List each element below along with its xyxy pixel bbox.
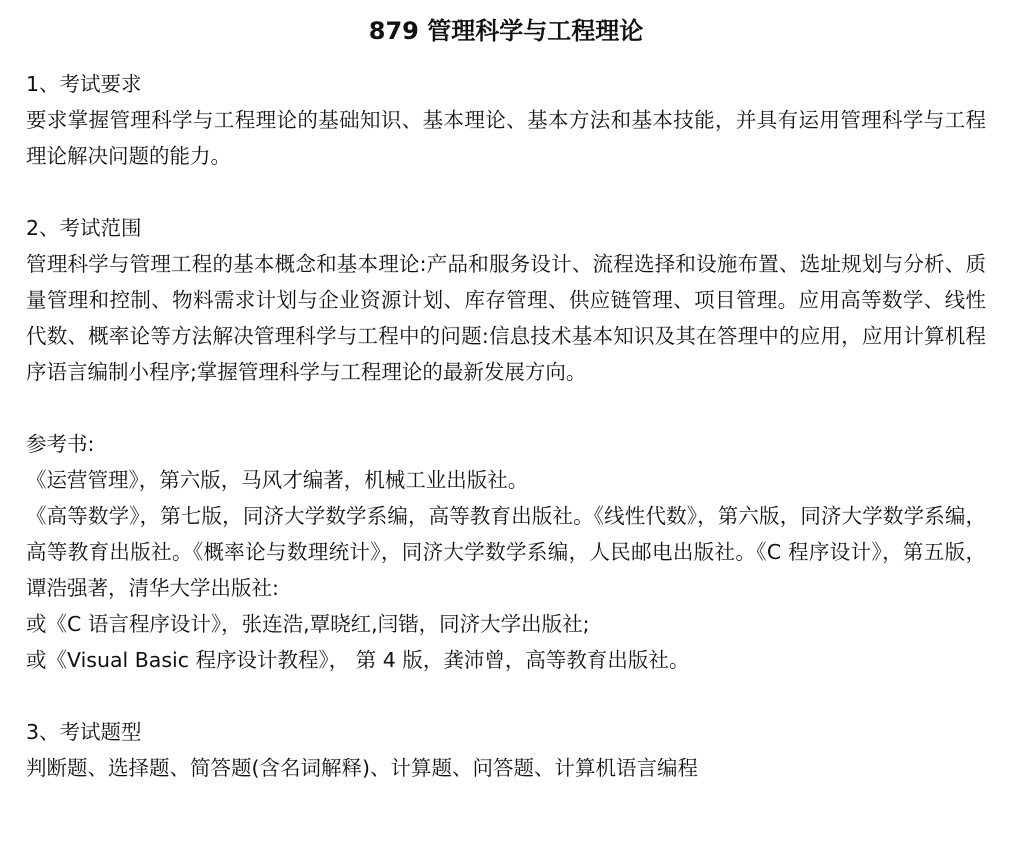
section-exam-requirements [26, 66, 986, 174]
section-heading: 3、考试题型 [26, 720, 142, 744]
section-heading: 2、考试范围 [26, 216, 142, 240]
section-body: 判断题、选择题、简答题(含名词解释)、计算题、问答题、计算机语言编程 [26, 756, 698, 780]
section-body: 管理科学与管理工程的基本概念和基本理论:产品和服务设计、流程选择和设施布置、选址规划与分析、质量管理和控制、物料需求计划与企业资源计划、库存管理、供应链管理、项目管理。应用高等数学、线性代数、概率论等方法解决管理科学与工程中的问题:信息技术基本知识及其在答理中的应用，应用计算机程序语言编制小程序;掌握管理科学与工程理论的最新发展方向。 [26, 252, 986, 384]
reference-item: 或《C 语言程序设计》，张连浩,覃晓红,闫锴，同济大学出版社; [26, 612, 590, 636]
section-exam-scope [26, 210, 986, 390]
section-references [26, 426, 986, 678]
reference-item: 《运营管理》，第六版，马风才编著，机械工业出版社。 [26, 468, 529, 492]
section-body: 要求掌握管理科学与工程理论的基础知识、基本理论、基本方法和基本技能，并具有运用管理科学与工程理论解决问题的能力。 [26, 108, 986, 168]
reference-item: 或《Visual Basic 程序设计教程》， 第 4 版，龚沛曾，高等教育出版社。 [26, 648, 690, 672]
document-title: 879 管理科学与工程理论 [368, 17, 644, 45]
section-question-types [26, 714, 986, 786]
reference-item: 《高等数学》，第七版，同济大学数学系编，高等教育出版社。《线性代数》，第六版，同济大学数学系编，高等教育出版社。《概率论与数理统计》，同济大学数学系编，人民邮电出版社。《C 程序设计》，第五版，谭浩强著，清华大学出版社: [26, 504, 986, 600]
section-heading: 参考书: [26, 432, 95, 456]
section-heading: 1、考试要求 [26, 72, 142, 96]
